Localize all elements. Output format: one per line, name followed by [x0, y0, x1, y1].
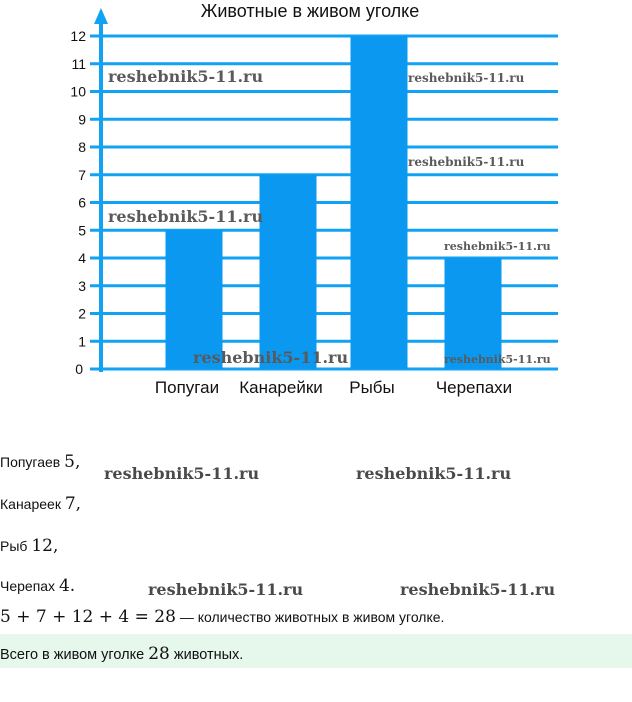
answer-suffix: животных. [173, 647, 244, 663]
y-tick-label: 10 [70, 83, 86, 100]
line-canaries [0, 494, 81, 514]
x-tick-label: Рыбы [349, 378, 395, 397]
watermark: reshebnik5-11.ru [400, 580, 556, 599]
x-axis-labels [155, 378, 512, 397]
turtles-label: Черепах [0, 578, 56, 594]
y-tick-label: 12 [70, 28, 86, 44]
bar-3 [351, 36, 408, 369]
line-fish [0, 536, 58, 556]
fish-label: Рыб [0, 538, 28, 554]
watermark: reshebnik5-11.ru [104, 464, 260, 483]
watermark: reshebnik5-11.ru [193, 348, 349, 367]
sum-line [0, 607, 444, 627]
canaries-value: 7, [64, 494, 82, 514]
chart-title: Животные в живом уголке [200, 1, 420, 21]
sum-text: — количество животных в живом уголке. [179, 609, 445, 625]
canaries-label: Канареек [0, 496, 61, 512]
watermark: reshebnik5-11.ru [444, 353, 551, 366]
bar-2 [260, 175, 317, 369]
y-tick-label: 8 [78, 139, 86, 155]
watermark: reshebnik5-11.ru [108, 67, 264, 86]
answer-number: 28 [148, 644, 170, 664]
watermark: reshebnik5-11.ru [108, 207, 264, 226]
answer-prefix: Всего в живом уголке [0, 647, 145, 663]
fish-value: 12, [31, 536, 59, 556]
line-turtles [0, 576, 75, 596]
x-tick-label: Попугаи [154, 378, 220, 397]
watermark: reshebnik5-11.ru [148, 580, 304, 599]
y-tick-label: 5 [78, 222, 86, 239]
y-tick-label: 0 [75, 361, 83, 377]
answer-line [0, 644, 243, 664]
watermark: reshebnik5-11.ru [444, 240, 551, 253]
parrots-value: 5, [64, 452, 81, 472]
parrots-label: Попугаев [0, 454, 61, 470]
x-tick-label: Канарейки [239, 378, 323, 397]
watermark: reshebnik5-11.ru [408, 71, 525, 85]
watermark: reshebnik5-11.ru [408, 155, 525, 169]
line-parrots [0, 452, 80, 472]
x-tick-label: Черепахи [435, 378, 513, 397]
y-tick-label: 1 [78, 333, 86, 350]
sum-expression: 5 + 7 + 12 + 4 = 28 [0, 607, 176, 627]
answer-box [0, 634, 632, 668]
y-tick-label: 11 [71, 55, 86, 72]
y-tick-label: 9 [78, 111, 86, 128]
y-axis-arrow [94, 8, 108, 24]
y-tick-label: 4 [78, 250, 86, 266]
y-tick-label: 2 [78, 305, 86, 322]
watermark: reshebnik5-11.ru [356, 464, 512, 483]
y-tick-label: 7 [78, 166, 86, 183]
y-axis-ticks [70, 28, 86, 377]
y-tick-label: 6 [78, 194, 86, 211]
y-tick-label: 3 [78, 277, 86, 294]
turtles-value: 4. [58, 576, 76, 596]
